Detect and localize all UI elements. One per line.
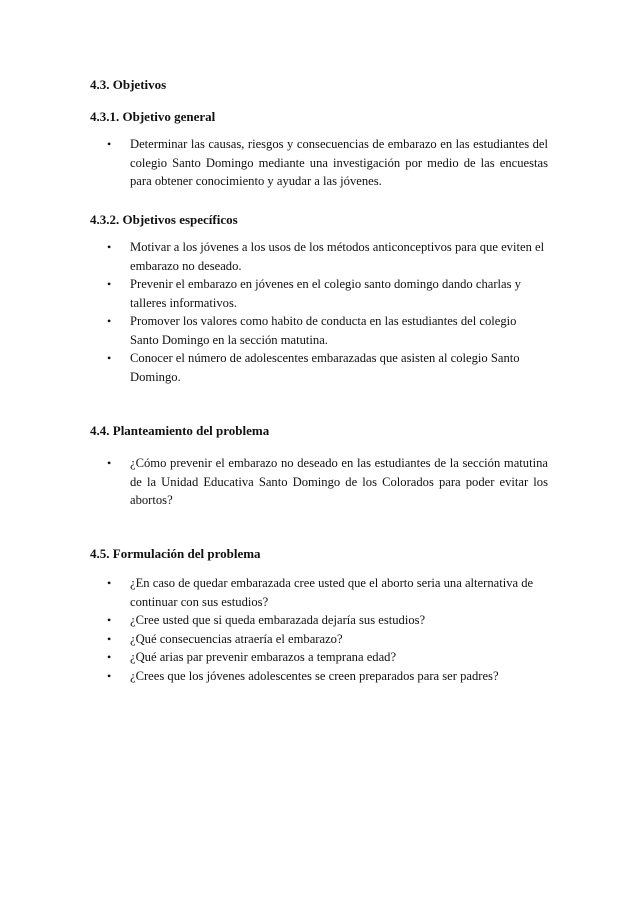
heading-formulacion: 4.5. Formulación del problema xyxy=(90,546,261,561)
list-item-text: ¿Cree usted que si queda embarazada dejaría sus estudios? xyxy=(130,613,426,627)
list-item xyxy=(105,312,548,349)
bullet-icon: • xyxy=(107,456,112,470)
list-item xyxy=(105,574,548,611)
list-objetivos-especificos xyxy=(105,238,548,386)
list-item-text: Motivar a los jóvenes a los usos de los métodos anticonceptivos para que eviten el embarazo no deseado. xyxy=(130,240,545,273)
list-item xyxy=(105,135,548,191)
list-item-text: Prevenir el embarazo en jóvenes en el colegio santo domingo dando charlas y talleres informativos. xyxy=(130,277,521,310)
bullet-icon: • xyxy=(107,613,112,627)
list-item-text: ¿Qué arias par prevenir embarazos a temprana edad? xyxy=(130,650,397,664)
list-item xyxy=(105,648,548,667)
list-item-text: ¿Crees que los jóvenes adolescentes se creen preparados para ser padres? xyxy=(130,668,499,683)
bullet-icon: • xyxy=(107,576,112,590)
list-item xyxy=(105,611,548,630)
heading-objetivos-especificos: 4.3.2. Objetivos específicos xyxy=(90,212,238,227)
list-planteamiento xyxy=(105,454,548,510)
list-item-text: ¿Cómo prevenir el embarazo no deseado en las estudiantes de la sección matutina de la Unidad Educativa Santo Domingo de los Colorados para poder evitar los abortos? xyxy=(130,456,548,507)
list-item xyxy=(105,349,548,386)
list-item-text: Conocer el número de adolescentes embarazadas que asisten al colegio Santo Domingo. xyxy=(130,351,520,384)
bullet-icon: • xyxy=(107,314,112,328)
bullet-icon: • xyxy=(107,650,112,664)
list-item xyxy=(105,238,548,275)
list-item xyxy=(105,275,548,312)
bullet-icon: • xyxy=(107,277,112,291)
list-item xyxy=(105,667,548,686)
heading-objetivo-general: 4.3.1. Objetivo general xyxy=(90,109,216,124)
list-item-text: ¿Qué consecuencias atraería el embarazo? xyxy=(130,631,343,646)
bullet-icon: • xyxy=(107,631,112,646)
list-item-text: Determinar las causas, riesgos y consecuencias de embarazo en las estudiantes del colegio Santo Domingo mediante una investigación por medio de las encuestas para obtener conocimiento y ayudar a las jóvenes. xyxy=(130,137,548,188)
list-item-text: ¿En caso de quedar embarazada cree usted que el aborto seria una alternativa de continuar con sus estudios? xyxy=(130,576,534,609)
list-item xyxy=(105,630,548,649)
heading-planteamiento: 4.4. Planteamiento del problema xyxy=(90,423,270,438)
list-objetivo-general xyxy=(105,135,548,191)
bullet-icon: • xyxy=(107,351,112,365)
list-formulacion xyxy=(105,574,548,685)
list-item-text: Promover los valores como habito de conducta en las estudiantes del colegio Santo Domingo en la sección matutina. xyxy=(130,314,517,347)
bullet-icon: • xyxy=(107,137,112,151)
list-item xyxy=(105,454,548,510)
heading-objetivos: 4.3. Objetivos xyxy=(90,77,167,92)
bullet-icon: • xyxy=(107,240,112,254)
bullet-icon: • xyxy=(107,668,112,683)
